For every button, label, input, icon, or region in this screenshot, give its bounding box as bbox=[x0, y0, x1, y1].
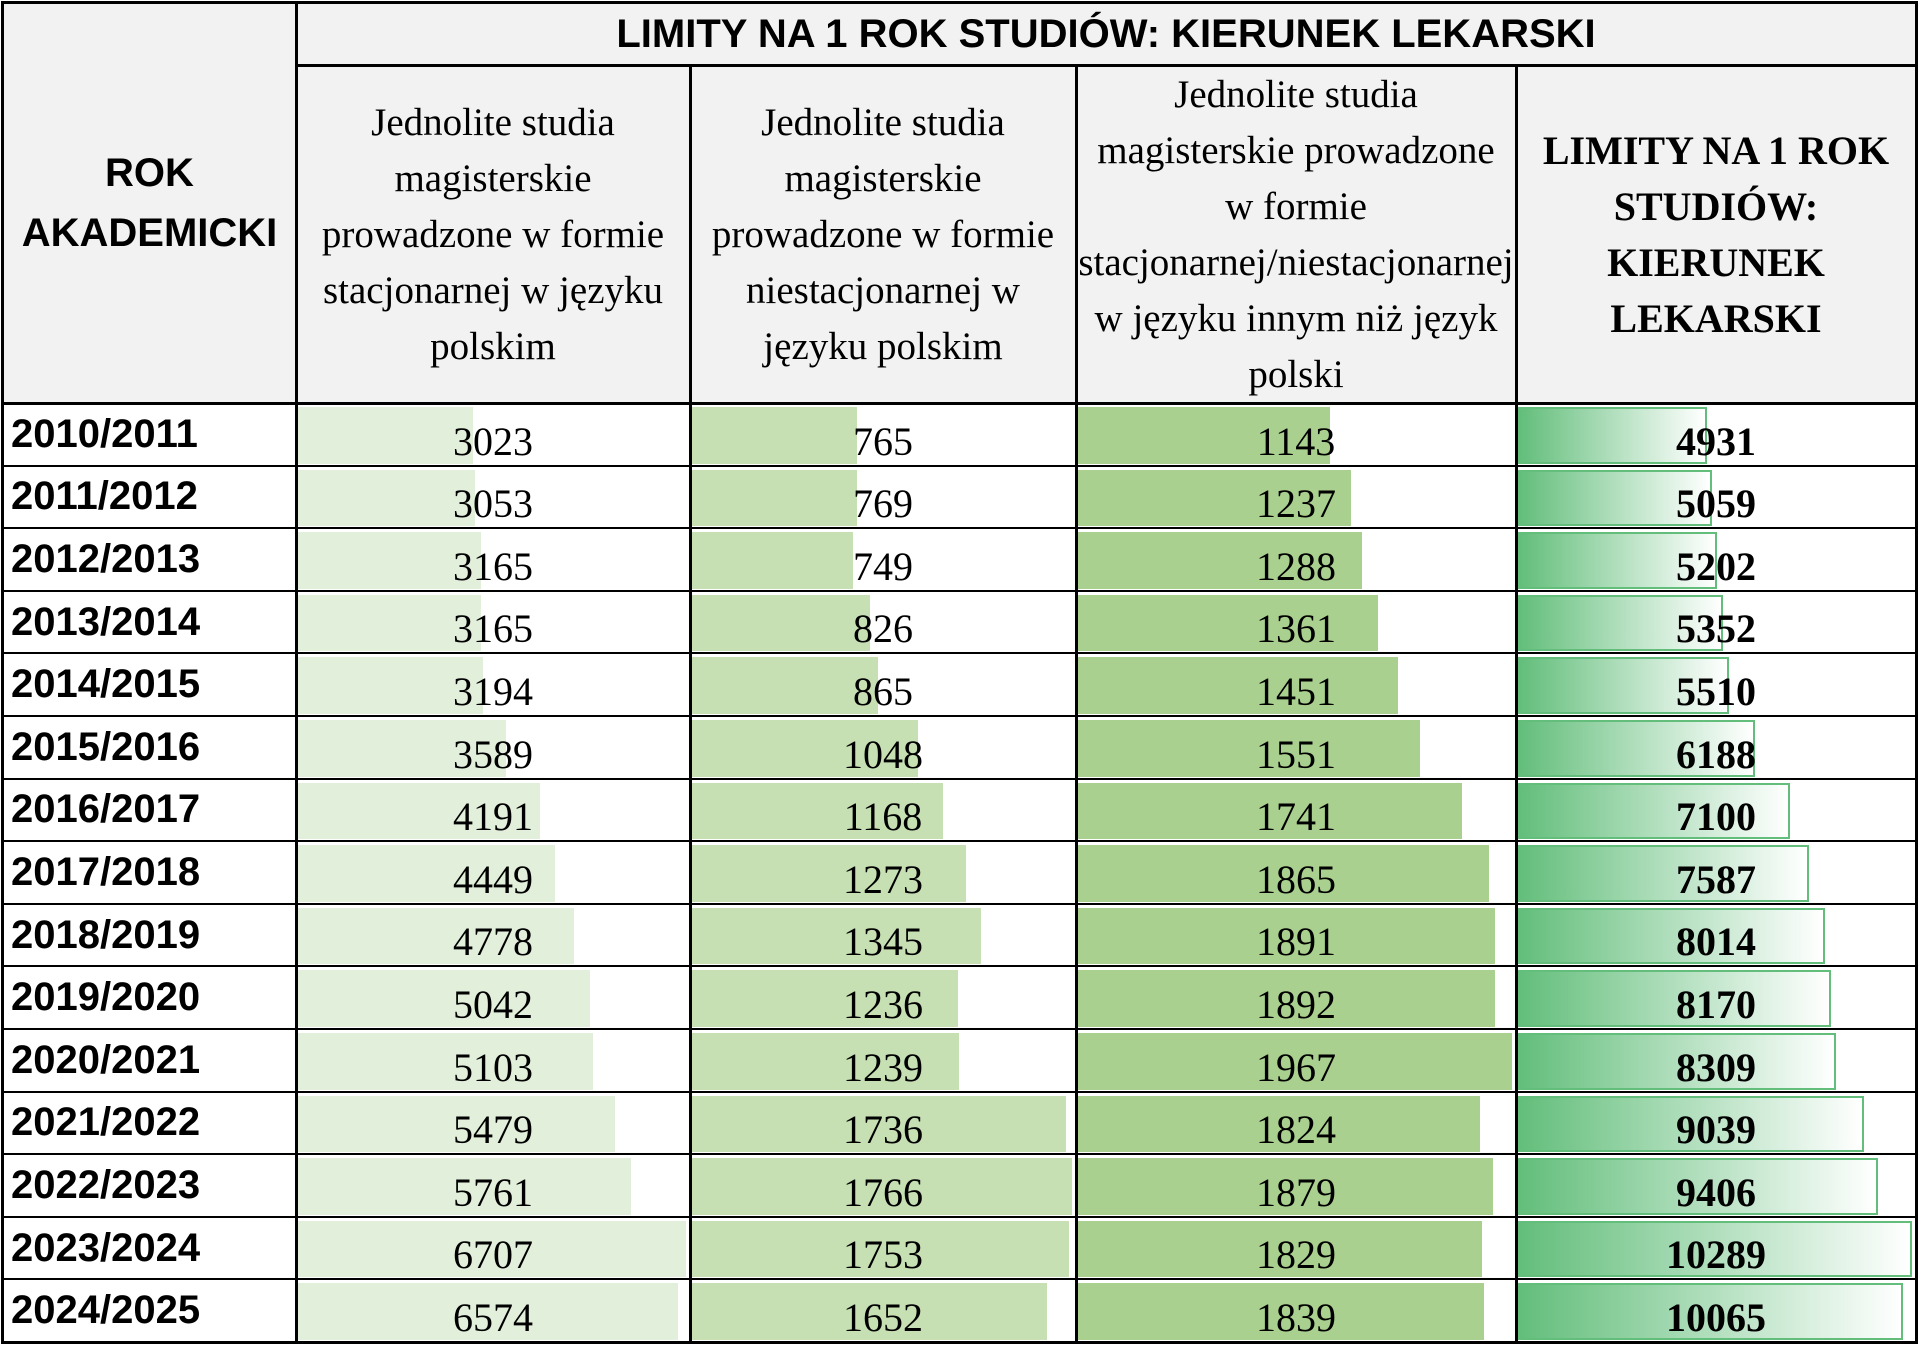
cell-value: 1168 bbox=[843, 794, 923, 840]
cell-value: 1736 bbox=[843, 1107, 923, 1153]
grid-line bbox=[3, 527, 1916, 529]
total-cell bbox=[1516, 591, 1916, 654]
cell-value: 3165 bbox=[453, 543, 533, 589]
year-cell: 2012/2013 bbox=[11, 536, 201, 581]
cell-value: 5059 bbox=[1676, 481, 1756, 527]
cell-value: 10289 bbox=[1666, 1232, 1766, 1278]
value-cell-c1 bbox=[296, 779, 690, 842]
cell-value: 1239 bbox=[843, 1044, 923, 1090]
cell-value: 7587 bbox=[1676, 856, 1756, 902]
value-cell-c2 bbox=[690, 466, 1076, 529]
grid-line bbox=[3, 465, 1916, 467]
cell-value: 3194 bbox=[453, 668, 533, 714]
year-cell: 2024/2025 bbox=[11, 1288, 201, 1333]
cell-value: 1652 bbox=[843, 1294, 923, 1340]
grid-line bbox=[3, 1028, 1916, 1030]
value-cell-c1 bbox=[296, 1279, 690, 1342]
cell-value: 1829 bbox=[1256, 1232, 1336, 1278]
cell-value: 8014 bbox=[1676, 919, 1756, 965]
grid-line bbox=[1, 1, 1918, 4]
cell-value: 1237 bbox=[1256, 481, 1336, 527]
cell-value: 749 bbox=[853, 543, 913, 589]
value-cell-c3 bbox=[1076, 841, 1516, 904]
cell-value: 1288 bbox=[1256, 543, 1336, 589]
value-cell-c1 bbox=[296, 716, 690, 779]
cell-value: 1892 bbox=[1256, 981, 1336, 1027]
cell-value: 769 bbox=[853, 481, 913, 527]
cell-value: 3589 bbox=[453, 731, 533, 777]
value-cell-c1 bbox=[296, 1217, 690, 1280]
total-cell bbox=[1516, 966, 1916, 1029]
value-cell-c3 bbox=[1076, 1279, 1516, 1342]
value-cell-c3 bbox=[1076, 904, 1516, 967]
value-cell-c3 bbox=[1076, 716, 1516, 779]
value-cell-c3 bbox=[1076, 403, 1516, 466]
total-cell bbox=[1516, 403, 1916, 466]
value-cell-c2 bbox=[690, 653, 1076, 716]
value-cell-c2 bbox=[690, 403, 1076, 466]
total-cell bbox=[1516, 841, 1916, 904]
total-cell bbox=[1516, 779, 1916, 842]
grid-line bbox=[3, 778, 1916, 780]
value-cell-c1 bbox=[296, 1029, 690, 1092]
cell-value: 5103 bbox=[453, 1044, 533, 1090]
value-cell-c3 bbox=[1076, 1217, 1516, 1280]
cell-value: 10065 bbox=[1666, 1294, 1766, 1340]
total-cell bbox=[1516, 1029, 1916, 1092]
value-cell-c3 bbox=[1076, 1029, 1516, 1092]
year-cell: 2014/2015 bbox=[11, 662, 201, 707]
grid-line bbox=[3, 903, 1916, 905]
cell-value: 1753 bbox=[843, 1232, 923, 1278]
value-cell-c1 bbox=[296, 528, 690, 591]
grid-line bbox=[1515, 66, 1518, 1342]
grid-line bbox=[3, 1278, 1916, 1280]
column-header-foreign-language: Jednolite studia magisterskie prowadzone w formie stacjonarnej/niestacjonarnej w języku innym niż język polski bbox=[1076, 66, 1516, 403]
cell-value: 6188 bbox=[1676, 731, 1756, 777]
cell-value: 826 bbox=[853, 606, 913, 652]
grid-line bbox=[3, 402, 1916, 405]
total-cell bbox=[1516, 716, 1916, 779]
value-cell-c3 bbox=[1076, 966, 1516, 1029]
year-cell: 2010/2011 bbox=[11, 411, 198, 456]
grid-line bbox=[3, 590, 1916, 592]
year-cell: 2018/2019 bbox=[11, 912, 201, 957]
cell-value: 1048 bbox=[843, 731, 923, 777]
value-cell-c1 bbox=[296, 653, 690, 716]
total-cell bbox=[1516, 466, 1916, 529]
value-cell-c1 bbox=[296, 466, 690, 529]
value-cell-c2 bbox=[690, 1217, 1076, 1280]
grid-line bbox=[3, 1216, 1916, 1218]
value-cell-c2 bbox=[690, 966, 1076, 1029]
value-cell-c2 bbox=[690, 1279, 1076, 1342]
cell-value: 1451 bbox=[1256, 668, 1336, 714]
year-cell: 2021/2022 bbox=[11, 1100, 201, 1145]
year-cell: 2016/2017 bbox=[11, 787, 201, 832]
year-cell: 2019/2020 bbox=[11, 975, 201, 1020]
year-cell: 2017/2018 bbox=[11, 849, 201, 894]
cell-value: 865 bbox=[853, 668, 913, 714]
grid-line bbox=[1915, 1, 1918, 1344]
grid-line bbox=[3, 715, 1916, 717]
total-cell bbox=[1516, 1092, 1916, 1155]
value-cell-c3 bbox=[1076, 1154, 1516, 1217]
cell-value: 4778 bbox=[453, 919, 533, 965]
value-cell-c1 bbox=[296, 591, 690, 654]
cell-value: 1361 bbox=[1256, 606, 1336, 652]
grid-line bbox=[3, 840, 1916, 842]
value-cell-c3 bbox=[1076, 591, 1516, 654]
cell-value: 9406 bbox=[1676, 1169, 1756, 1215]
grid-line bbox=[3, 1153, 1916, 1155]
cell-value: 4191 bbox=[453, 794, 533, 840]
cell-value: 3165 bbox=[453, 606, 533, 652]
value-cell-c2 bbox=[690, 1092, 1076, 1155]
cell-value: 5510 bbox=[1676, 668, 1756, 714]
value-cell-c2 bbox=[690, 528, 1076, 591]
cell-value: 1865 bbox=[1256, 856, 1336, 902]
value-cell-c2 bbox=[690, 591, 1076, 654]
cell-value: 1891 bbox=[1256, 919, 1336, 965]
cell-value: 3023 bbox=[453, 418, 533, 464]
cell-value: 1345 bbox=[843, 919, 923, 965]
year-column-header: ROK AKADEMICKI bbox=[3, 3, 296, 403]
cell-value: 5042 bbox=[453, 981, 533, 1027]
value-cell-c1 bbox=[296, 966, 690, 1029]
grid-line bbox=[1, 1341, 1918, 1344]
grid-line bbox=[295, 64, 1915, 67]
value-cell-c2 bbox=[690, 1154, 1076, 1217]
grid-line bbox=[3, 1091, 1916, 1093]
cell-value: 5761 bbox=[453, 1169, 533, 1215]
cell-value: 7100 bbox=[1676, 794, 1756, 840]
cell-value: 9039 bbox=[1676, 1107, 1756, 1153]
cell-value: 6574 bbox=[453, 1294, 533, 1340]
grid-line bbox=[3, 652, 1916, 654]
value-cell-c1 bbox=[296, 1092, 690, 1155]
year-cell: 2015/2016 bbox=[11, 724, 201, 769]
value-cell-c3 bbox=[1076, 528, 1516, 591]
column-header-total: LIMITY NA 1 ROK STUDIÓW: KIERUNEK LEKARSKI bbox=[1516, 66, 1916, 403]
cell-value: 765 bbox=[853, 418, 913, 464]
total-cell bbox=[1516, 1217, 1916, 1280]
value-cell-c2 bbox=[690, 779, 1076, 842]
value-cell-c3 bbox=[1076, 466, 1516, 529]
cell-value: 8309 bbox=[1676, 1044, 1756, 1090]
total-cell bbox=[1516, 653, 1916, 716]
grid-line bbox=[689, 66, 692, 1342]
year-cell: 2011/2012 bbox=[11, 474, 198, 519]
cell-value: 3053 bbox=[453, 481, 533, 527]
year-cell: 2022/2023 bbox=[11, 1162, 201, 1207]
cell-value: 6707 bbox=[453, 1232, 533, 1278]
cell-value: 8170 bbox=[1676, 981, 1756, 1027]
value-cell-c1 bbox=[296, 841, 690, 904]
total-cell bbox=[1516, 1154, 1916, 1217]
total-cell bbox=[1516, 1279, 1916, 1342]
value-cell-c2 bbox=[690, 841, 1076, 904]
cell-value: 1839 bbox=[1256, 1294, 1336, 1340]
value-cell-c1 bbox=[296, 403, 690, 466]
cell-value: 1273 bbox=[843, 856, 923, 902]
total-cell bbox=[1516, 904, 1916, 967]
year-cell: 2023/2024 bbox=[11, 1225, 201, 1270]
cell-value: 1551 bbox=[1256, 731, 1336, 777]
cell-value: 5352 bbox=[1676, 606, 1756, 652]
cell-value: 1824 bbox=[1256, 1107, 1336, 1153]
value-cell-c3 bbox=[1076, 1092, 1516, 1155]
year-cell: 2020/2021 bbox=[11, 1037, 201, 1082]
year-cell: 2013/2014 bbox=[11, 599, 201, 644]
cell-value: 1236 bbox=[843, 981, 923, 1027]
total-cell bbox=[1516, 528, 1916, 591]
value-cell-c3 bbox=[1076, 653, 1516, 716]
cell-value: 5479 bbox=[453, 1107, 533, 1153]
table-title: LIMITY NA 1 ROK STUDIÓW: KIERUNEK LEKARSKI bbox=[296, 3, 1916, 66]
cell-value: 1741 bbox=[1256, 794, 1336, 840]
cell-value: 1143 bbox=[1256, 418, 1336, 464]
value-cell-c1 bbox=[296, 904, 690, 967]
cell-value: 1967 bbox=[1256, 1044, 1336, 1090]
value-cell-c2 bbox=[690, 716, 1076, 779]
grid-line bbox=[3, 965, 1916, 967]
cell-value: 1879 bbox=[1256, 1169, 1336, 1215]
cell-value: 1766 bbox=[843, 1169, 923, 1215]
grid-line bbox=[1075, 66, 1078, 1342]
column-header-non-stationary-polish: Jednolite studia magisterskie prowadzone w formie niestacjonarnej w języku polskim bbox=[690, 66, 1076, 403]
value-cell-c3 bbox=[1076, 779, 1516, 842]
cell-value: 5202 bbox=[1676, 543, 1756, 589]
grid-line bbox=[1, 1, 4, 1344]
cell-value: 4449 bbox=[453, 856, 533, 902]
grid-line bbox=[295, 3, 298, 1342]
value-cell-c2 bbox=[690, 904, 1076, 967]
cell-value: 4931 bbox=[1676, 418, 1756, 464]
column-header-stationary-polish: Jednolite studia magisterskie prowadzone w formie stacjonarnej w języku polskim bbox=[296, 66, 690, 403]
value-cell-c2 bbox=[690, 1029, 1076, 1092]
value-cell-c1 bbox=[296, 1154, 690, 1217]
